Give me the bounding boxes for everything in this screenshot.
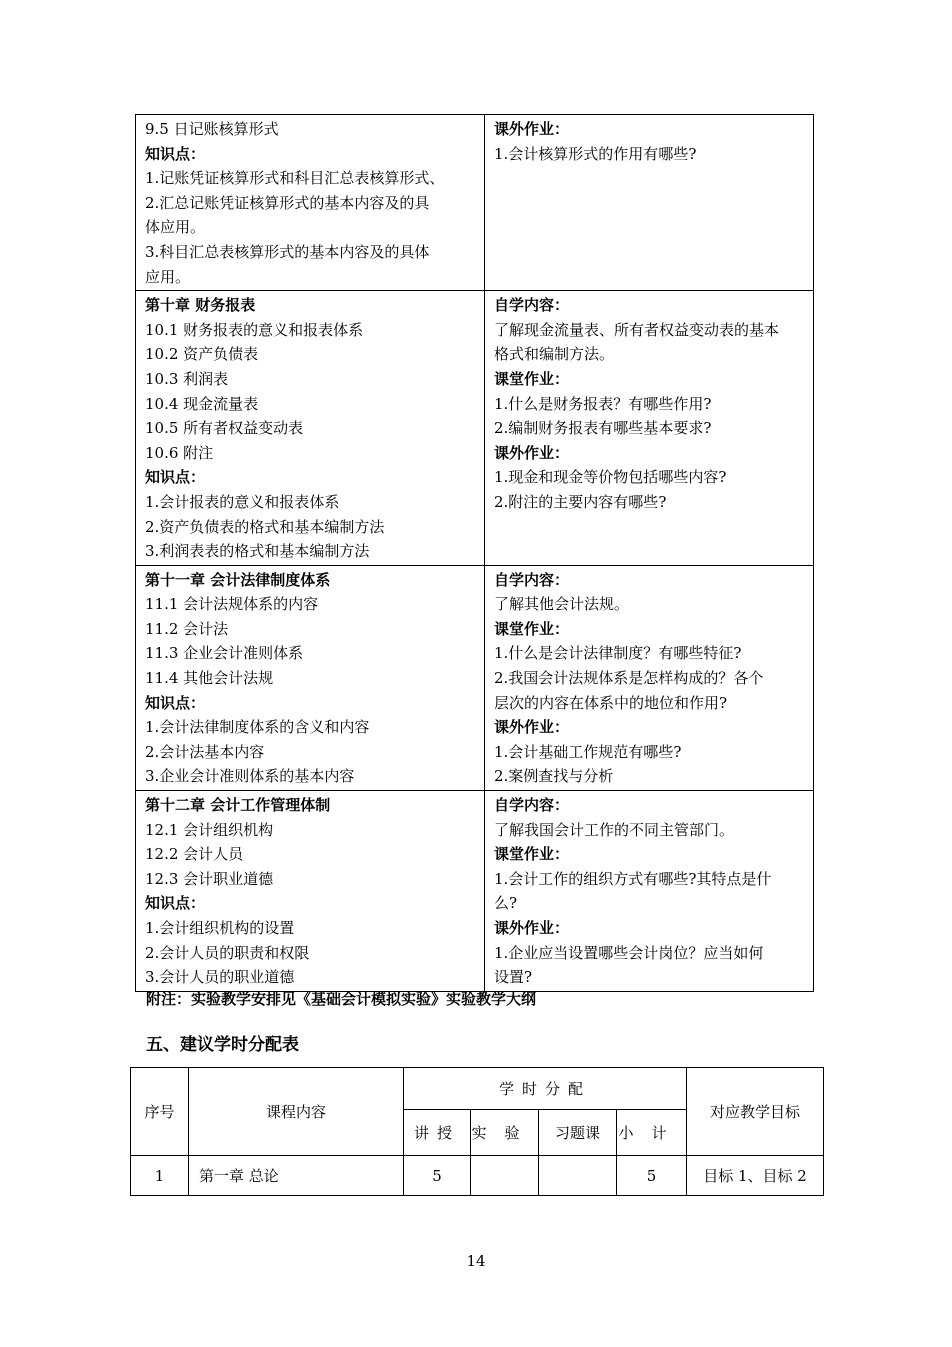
row-content: 第一章 总论 bbox=[189, 1156, 404, 1196]
table-row bbox=[131, 1156, 824, 1196]
page-number: 14 bbox=[466, 1252, 486, 1270]
chapter-outline-cell bbox=[136, 565, 485, 790]
cell-line: 格式和编制方法。 bbox=[494, 345, 615, 364]
cell-heading: 课外作业： bbox=[494, 443, 570, 462]
cell-line: 设置? bbox=[494, 968, 533, 987]
cell-line: 2.案例查找与分析 bbox=[494, 767, 614, 786]
cell-heading: 课外作业： bbox=[494, 718, 570, 737]
cell-line: 层次的内容在体系中的地位和作用? bbox=[494, 693, 728, 712]
cell-line: 1.会计核算形式的作用有哪些? bbox=[494, 144, 697, 163]
cell-heading: 自学内容： bbox=[494, 296, 570, 315]
cell-line: 2.编制财务报表有哪些基本要求? bbox=[494, 419, 712, 438]
cell-line: 3.会计人员的职业道德 bbox=[145, 968, 295, 987]
header-exercise: 习题课 bbox=[539, 1110, 617, 1156]
cell-line: 3.企业会计准则体系的基本内容 bbox=[145, 767, 355, 786]
cell-heading: 第十章 财务报表 bbox=[145, 296, 256, 315]
cell-line: 2.汇总记账凭证核算形式的基本内容及的具 bbox=[145, 193, 430, 212]
cell-line: 10.6 附注 bbox=[145, 443, 214, 462]
table-row bbox=[136, 115, 814, 291]
cell-line: 2.资产负债表的格式和基本编制方法 bbox=[145, 517, 385, 536]
table-row bbox=[136, 565, 814, 790]
row-exercise bbox=[539, 1156, 617, 1196]
cell-line: 10.2 资产负债表 bbox=[145, 345, 259, 364]
cell-heading: 第十一章 会计法律制度体系 bbox=[145, 570, 331, 589]
cell-line: 了解其他会计法规。 bbox=[494, 595, 630, 614]
cell-heading: 课堂作业： bbox=[494, 845, 570, 864]
table-row bbox=[136, 291, 814, 566]
cell-heading: 知识点： bbox=[145, 894, 206, 913]
cell-line: 2.会计法基本内容 bbox=[145, 742, 265, 761]
cell-heading: 自学内容： bbox=[494, 796, 570, 815]
header-experiment: 实验 bbox=[471, 1110, 539, 1156]
cell-heading: 课外作业： bbox=[494, 919, 570, 937]
cell-line: 2.会计人员的职责和权限 bbox=[145, 943, 310, 962]
cell-line: 11.2 会计法 bbox=[145, 619, 229, 638]
cell-line: 1.会计组织机构的设置 bbox=[145, 919, 295, 937]
chapter-outline-cell bbox=[136, 291, 485, 566]
cell-line: 10.4 现金流量表 bbox=[145, 394, 259, 413]
cell-line: 2.附注的主要内容有哪些? bbox=[494, 492, 667, 511]
cell-line: 1.什么是会计法律制度？有哪些特征? bbox=[494, 644, 742, 663]
chapter-outline-cell bbox=[136, 791, 485, 992]
row-goal: 目标 1、目标 2 bbox=[687, 1156, 824, 1196]
cell-line: 1.现金和现金等价物包括哪些内容? bbox=[494, 468, 727, 487]
cell-line: 11.3 企业会计准则体系 bbox=[145, 644, 304, 663]
cell-heading: 课外作业： bbox=[494, 120, 570, 138]
cell-heading: 课堂作业： bbox=[494, 619, 570, 638]
header-lecture: 讲授 bbox=[404, 1110, 471, 1156]
cell-line: 2.我国会计法规体系是怎样构成的？各个 bbox=[494, 669, 764, 688]
cell-line: 3.科目汇总表核算形式的基本内容及的具体 bbox=[145, 242, 430, 261]
cell-line: 10.1 财务报表的意义和报表体系 bbox=[145, 320, 364, 339]
appendix-note: 附注：实验教学安排见《基础会计模拟实验》实验教学大纲 bbox=[146, 990, 537, 1008]
table-row bbox=[136, 791, 814, 992]
header-hours: 学时分配 bbox=[404, 1068, 687, 1110]
assignments-cell bbox=[485, 565, 814, 790]
cell-line: 1.会计基础工作规范有哪些? bbox=[494, 742, 682, 761]
cell-line: 12.2 会计人员 bbox=[145, 845, 244, 864]
header-content: 课程内容 bbox=[189, 1068, 404, 1156]
cell-heading: 知识点： bbox=[145, 693, 206, 712]
cell-line: 么? bbox=[494, 894, 518, 913]
cell-line: 11.1 会计法规体系的内容 bbox=[145, 595, 319, 614]
row-subtotal: 5 bbox=[617, 1156, 687, 1196]
cell-line: 10.3 利润表 bbox=[145, 369, 229, 388]
cell-line: 体应用。 bbox=[145, 218, 206, 237]
assignments-cell bbox=[485, 791, 814, 992]
cell-line: 3.利润表表的格式和基本编制方法 bbox=[145, 542, 370, 561]
cell-line: 12.1 会计组织机构 bbox=[145, 820, 274, 839]
cell-line: 1.企业应当设置哪些会计岗位？应当如何 bbox=[494, 943, 764, 962]
cell-line: 9.5 日记账核算形式 bbox=[145, 120, 279, 138]
cell-line: 10.5 所有者权益变动表 bbox=[145, 419, 304, 438]
cell-heading: 自学内容： bbox=[494, 570, 570, 589]
assignments-cell bbox=[485, 115, 814, 291]
section-title: 五、建议学时分配表 bbox=[146, 1035, 299, 1055]
cell-heading: 课堂作业： bbox=[494, 369, 570, 388]
chapter-outline-cell bbox=[136, 115, 485, 291]
course-content-table bbox=[135, 114, 814, 992]
cell-heading: 知识点： bbox=[145, 144, 206, 163]
cell-line: 1.记账凭证核算形式和科目汇总表核算形式、 bbox=[145, 169, 445, 188]
header-subtotal: 小计 bbox=[617, 1110, 687, 1156]
cell-line: 12.3 会计职业道德 bbox=[145, 869, 274, 888]
row-lecture: 5 bbox=[404, 1156, 471, 1196]
row-seq: 1 bbox=[131, 1156, 189, 1196]
cell-line: 了解现金流量表、所有者权益变动表的基本 bbox=[494, 320, 780, 339]
header-seq: 序号 bbox=[131, 1068, 189, 1156]
row-experiment bbox=[471, 1156, 539, 1196]
cell-line: 1.会计报表的意义和报表体系 bbox=[145, 492, 340, 511]
cell-line: 1.会计法律制度体系的含义和内容 bbox=[145, 718, 370, 737]
cell-line: 1.会计工作的组织方式有哪些?其特点是什 bbox=[494, 869, 772, 888]
cell-line: 1.什么是财务报表？有哪些作用? bbox=[494, 394, 712, 413]
cell-line: 应用。 bbox=[145, 267, 191, 286]
cell-heading: 知识点： bbox=[145, 468, 206, 487]
assignments-cell bbox=[485, 291, 814, 566]
header-goal: 对应教学目标 bbox=[687, 1068, 824, 1156]
cell-line: 11.4 其他会计法规 bbox=[145, 669, 274, 688]
cell-heading: 第十二章 会计工作管理体制 bbox=[145, 796, 331, 815]
hour-allocation-table bbox=[130, 1067, 824, 1196]
cell-line: 了解我国会计工作的不同主管部门。 bbox=[494, 820, 735, 839]
